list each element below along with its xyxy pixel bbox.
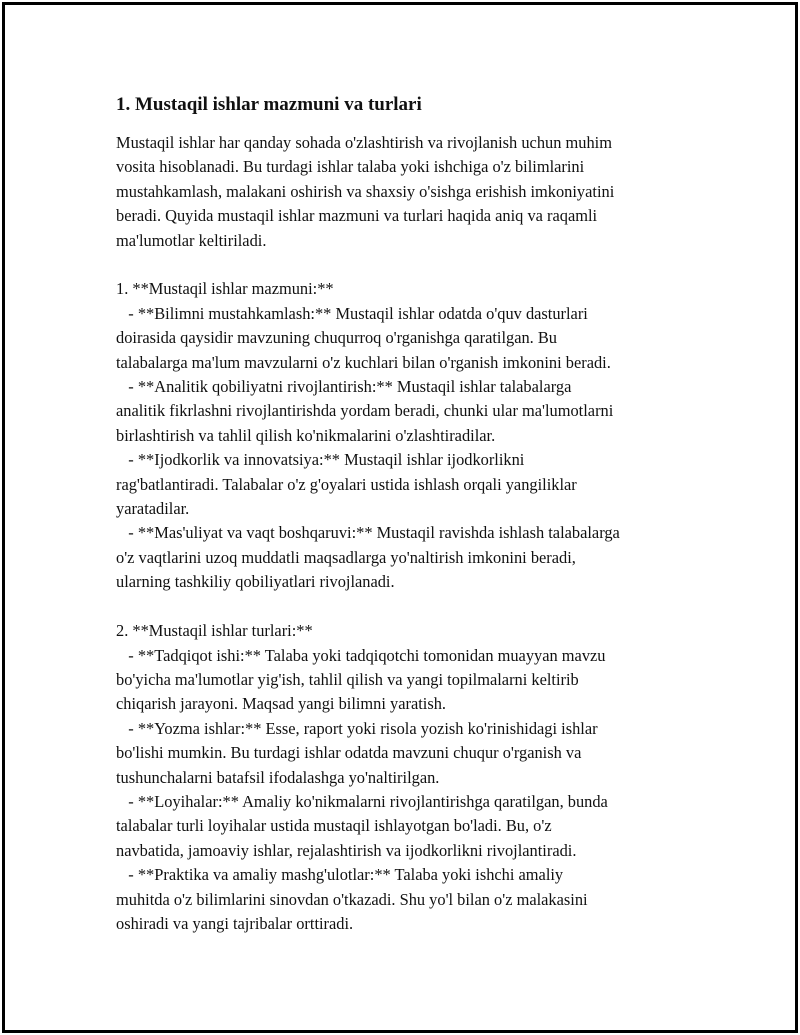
document-title: 1. Mustaqil ishlar mazmuni va turlari [116, 94, 422, 115]
text-line: - **Praktika va amaliy mashg'ulotlar:** Talaba yoki ishchi amaliy [116, 865, 564, 885]
paragraph-gap [116, 253, 696, 277]
text-line: 2. **Mustaqil ishlar turlari:** [116, 621, 313, 641]
intro-paragraph [116, 131, 696, 253]
text-line: tushunchalarni batafsil ifodalashga yo'naltirilgan. [116, 767, 440, 787]
document-body [116, 92, 696, 936]
text-line: o'z vaqtlarini uzoq muddatli maqsadlarga yo'naltirish imkonini beradi, [116, 547, 576, 567]
text-line: Mustaqil ishlar har qanday sohada o'zlashtirish va rivojlanish uchun muhim [116, 133, 612, 152]
text-line: bo'yicha ma'lumotlar yig'ish, tahlil qilish va yangi topilmalarni keltirib [116, 669, 579, 689]
text-line: - **Ijodkorlik va innovatsiya:** Mustaqil ishlar ijodkorlikni [116, 450, 525, 470]
text-line: - **Loyihalar:** Amaliy ko'nikmalarni rivojlantirishga qaratilgan, bunda [116, 791, 608, 811]
text-line: - **Yozma ishlar:** Esse, raport yoki risola yozish ko'rinishidagi ishlar [116, 718, 598, 738]
text-line: bo'lishi mumkin. Bu turdagi ishlar odatda mavzuni chuqur o'rganish va [116, 743, 582, 763]
text-line: vosita hisoblanadi. Bu turdagi ishlar talaba yoki ishchiga o'z bilimlarini [116, 157, 585, 177]
text-line: chiqarish jarayoni. Maqsad yangi bilimni yaratish. [116, 694, 447, 714]
text-line: muhitda o'z bilimlarini sinovdan o'tkazadi. Shu yo'l bilan o'z malakasini [116, 889, 588, 909]
text-line: analitik fikrlashni rivojlantirishda yordam beradi, chunki ular ma'lumotlarni [116, 401, 614, 421]
text-line: - **Tadqiqot ishi:** Talaba yoki tadqiqotchi tomonidan muayyan mavzu [116, 645, 606, 665]
text-line: ma'lumotlar keltiriladi. [116, 230, 267, 250]
paragraph-gap [116, 595, 696, 619]
text-line: doirasida qaysidir mavzuning chuqurroq o'rganishga qaratilgan. Bu [116, 328, 557, 348]
text-line: beradi. Quyida mustaqil ishlar mazmuni va turlari haqida aniq va raqamli [116, 206, 598, 226]
section-content [116, 277, 696, 594]
text-line: talabalar turli loyihalar ustida mustaqil ishlayotgan bo'ladi. Bu, o'z [116, 816, 552, 836]
text-line: yaratadilar. [116, 499, 190, 519]
text-line: - **Mas'uliyat va vaqt boshqaruvi:** Mustaqil ravishda ishlash talabalarga [116, 523, 620, 543]
text-line: - **Bilimni mustahkamlash:** Mustaqil ishlar odatda o'quv dasturlari [116, 303, 588, 323]
text-line: birlashtirish va tahlil qilish ko'nikmalarini o'zlashtiradilar. [116, 425, 496, 445]
text-line: ularning tashkiliy qobiliyatlari rivojlanadi. [116, 572, 395, 592]
text-line: rag'batlantiradi. Talabalar o'z g'oyalari ustida ishlash orqali yangiliklar [116, 474, 577, 494]
text-line: 1. **Mustaqil ishlar mazmuni:** [116, 279, 334, 299]
section-types [116, 619, 696, 936]
text-line: talabalarga ma'lum mavzularni o'z kuchlari bilan o'rganish imkonini beradi. [116, 352, 611, 372]
text-line: - **Analitik qobiliyatni rivojlantirish:** Mustaqil ishlar talabalarga [116, 377, 572, 397]
text-line: oshiradi va yangi tajribalar orttiradi. [116, 913, 354, 933]
text-line: mustahkamlash, malakani oshirish va shaxsiy o'sishga erishish imkoniyatini [116, 181, 615, 201]
text-line: navbatida, jamoaviy ishlar, rejalashtirish va ijodkorlikni rivojlantiradi. [116, 840, 577, 860]
